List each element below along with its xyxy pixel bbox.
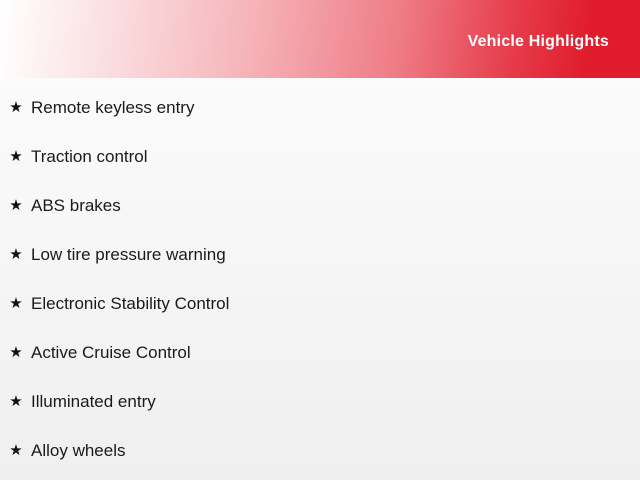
star-icon: ★: [9, 246, 23, 263]
star-icon: ★: [9, 197, 23, 214]
list-item: [0, 328, 640, 377]
list-item: [0, 230, 640, 279]
highlight-label: Electronic Stability Control: [31, 293, 230, 313]
star-icon: ★: [9, 148, 23, 165]
star-icon: ★: [9, 99, 23, 116]
highlight-label: Active Cruise Control: [31, 342, 191, 362]
highlight-label: Alloy wheels: [31, 440, 126, 460]
list-item: [0, 83, 640, 132]
list-item: [0, 377, 640, 426]
highlight-label: ABS brakes: [31, 195, 121, 215]
highlight-label: Traction control: [31, 146, 148, 166]
highlight-label: Remote keyless entry: [31, 97, 195, 117]
list-item: [0, 426, 640, 475]
star-icon: ★: [9, 442, 23, 459]
list-item: [0, 181, 640, 230]
star-icon: ★: [9, 344, 23, 361]
star-icon: ★: [9, 393, 23, 410]
highlight-label: Low tire pressure warning: [31, 244, 226, 264]
highlight-label: Illuminated entry: [31, 391, 156, 411]
star-icon: ★: [9, 295, 23, 312]
page-title: Vehicle Highlights: [467, 33, 609, 50]
vehicle-highlights-list: [0, 79, 640, 475]
list-item: [0, 279, 640, 328]
vehicle-highlights-header: [0, 0, 640, 79]
list-item: [0, 132, 640, 181]
